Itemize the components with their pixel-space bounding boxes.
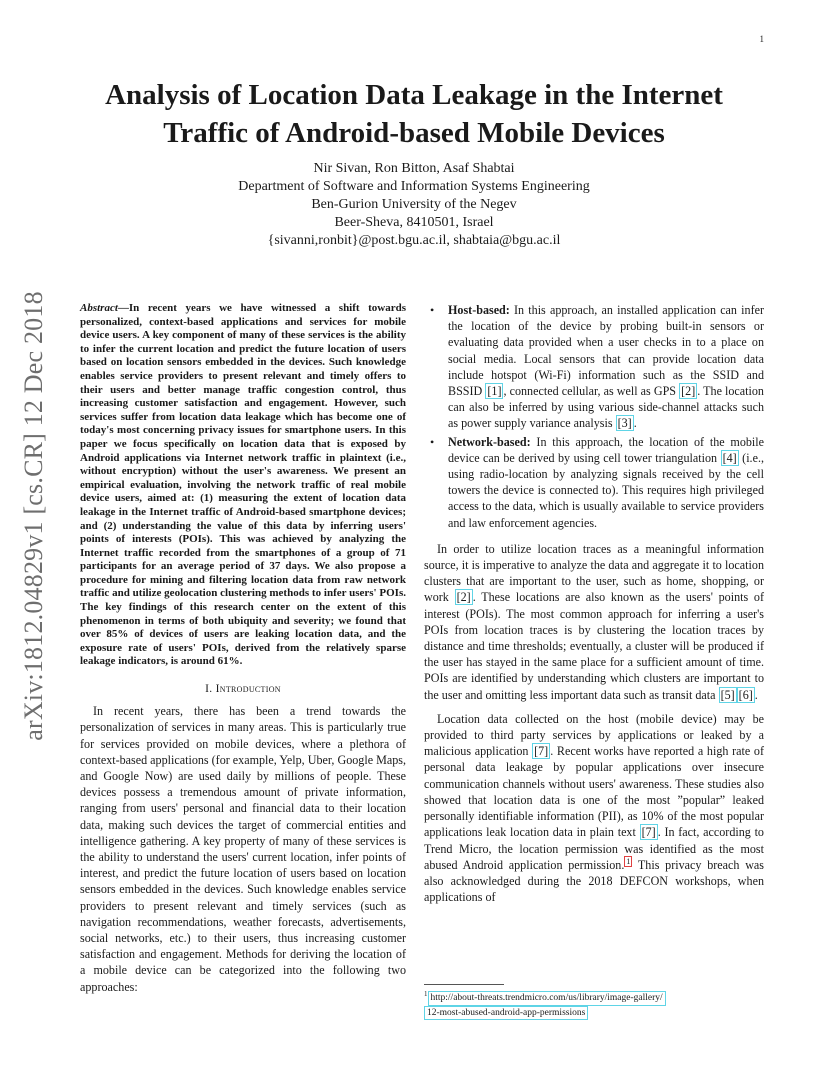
list-item-text: . <box>633 416 637 431</box>
author-city: Beer-Sheva, 8410501, Israel <box>334 215 494 230</box>
list-item-label: Network-based: <box>448 434 531 449</box>
poi-paragraph <box>424 541 764 703</box>
section-heading-introduction <box>80 681 406 697</box>
footnote-marker-link[interactable]: 1 <box>626 856 631 866</box>
abstract-text: —In recent years we have witnessed a shift towards personalized, context-based applications and services for mobile device users. A key component of many of these services is the ability to infer the current location and predict the future location of users based on location sensors embedded in the devices. Such knowledge enables service providers to present relevant and timely offers to their users and better manage traffic congestion control, thus increasing customer satisfaction and engagement. However, such services suffer from location data leakage which has become one of today's most concerning privacy issues for smartphone users. In this paper we focus specifically on location data that is exposed by Android applications via Internet network traffic in plaintext (i.e., without encryption) without the user's awareness. We present an empirical evaluation, involving the network traffic of real mobile device users, aimed at: (1) measuring the extent of location data leakage in the Internet traffic of Android-based smartphone devices; and (2) understanding the value of this data by inferring users' points of interests (POIs). This was achieved by analyzing the Internet traffic recorded from the smartphones of a group of 71 participants for an average period of 37 days. We also propose a procedure for mining and filtering location data from raw network traffic and utilize geolocation clustering methods to infer users' POIs. The key findings of this research center on the extent of this phenomenon in terms of both ubiquity and severity; we found that over 85% of devices of users are leaking location data, and the exposure rate of users' POIs, derived from the relatively sparse leakage indicators, is around 61%. <box>80 302 406 668</box>
author-university: Ben-Gurion University of the Negev <box>311 197 517 212</box>
citation-link[interactable]: [7] <box>534 744 549 759</box>
arxiv-identifier-text: arXiv:1812.04829v1 [cs.CR] 12 Dec 2018 <box>19 291 49 741</box>
abstract <box>80 302 406 669</box>
footnote-divider <box>424 984 504 985</box>
list-item-label: Host-based: <box>448 303 510 317</box>
section-number: I. <box>205 683 216 696</box>
citation-link[interactable]: [2] <box>681 384 696 399</box>
citation-link[interactable]: [5] <box>720 687 735 702</box>
footnote-url-part: http://about-threats.trendmicro.com/us/library/image-gallery/ <box>430 993 663 1004</box>
bullet-icon: • <box>430 303 435 317</box>
footnote <box>424 988 764 1020</box>
paragraph-text: . These locations are also known as the users' points of interest (POIs). The most common approach for inferring a user's POIs from location traces is by clustering the location traces by distance and time thresholds; eventually, a cluster will be produced if the user has stayed in the same place for a sufficient amount of time. POIs are identified by understanding which clusters are important to the user and omitting less important data such as transit data <box>424 590 764 702</box>
citation-link[interactable]: [3] <box>617 416 632 431</box>
list-item-text: (i.e., using radio-location by analyzing signals received by the cell towers the device is connected to). This requires high privileged access to the data, which is usually available to service providers and law enforcement agencies. <box>448 450 764 530</box>
paragraph-text: . Recent works have reported a high rate of personal data leakage by popular applications over insecure communication channels without users' awareness. These studies also showed that location data is one of the most ”popular” leaked personally identifiable information (PII), as 10% of the most popular applications leak location data in plain text <box>424 744 764 840</box>
paragraph-text: . In fact, according to Trend Micro, the location permission was identified as the most abused Android application permission. <box>424 825 764 872</box>
author-block <box>100 160 728 250</box>
paragraph-text: . <box>754 687 758 702</box>
list-item-text: , connected cellular, as well as GPS <box>503 384 680 399</box>
paragraph-text: This privacy breach was also acknowledged during the 2018 DEFCON workshops, when applications of <box>424 857 765 905</box>
footnote-number: 1 <box>424 990 428 998</box>
intro-paragraph: In recent years, there has been a trend towards the personalization of services in many areas. This is particularly true for services provided on mobile devices, where a plethora of context-based applications (for example, Yelp, Uber, Google Maps, and Google Now) are used daily by millions of people. These devices possess a tremendous amount of private information, ranging from users' personal and financial data to their location data, making such devices the target of commercial entities and intelligence gathering. A key property of many of these services is the ability to understand the users' current location, infer points of interest, and predict the future location of users based on location sensors embedded in the devices. Such knowledge enables service providers to present relevant and timely services (such as navigation recommendations, weather forecasts, advertisements, social networks, etc.) to their users, thus increasing customer satisfaction and engagement. Methods for deriving the location of a mobile device can be categorized into the following two approaches: <box>80 704 406 994</box>
approach-list <box>424 302 764 531</box>
page-number: 1 <box>759 34 764 44</box>
arxiv-identifier-stamp <box>20 281 48 751</box>
paper-title: Analysis of Location Data Leakage in the Internet Traffic of Android-based Mobile Devices <box>105 79 723 149</box>
bullet-icon: • <box>430 434 435 449</box>
list-item-network-based <box>424 434 764 531</box>
citation-link[interactable]: [6] <box>738 687 753 702</box>
author-department: Department of Software and Information Systems Engineering <box>238 179 590 194</box>
citation-link[interactable]: [4] <box>722 450 737 465</box>
abstract-label: Abstract <box>80 302 118 314</box>
footnote-url-link-continued[interactable] <box>424 1006 588 1021</box>
list-item-text: In this approach, an installed application can infer the location of the device by probing built-in sensors or evaluating data provided when a user checks in to a place on social media. Local sensors that can provide location data include hotspot (Wi-Fi) information such as the SSID and BSSID <box>448 303 764 399</box>
footnote-url-link[interactable] <box>428 991 666 1006</box>
leakage-paragraph <box>424 711 764 905</box>
author-emails: {sivanni,ronbit}@post.bgu.ac.il, shabtaia@bgu.ac.il <box>267 233 561 248</box>
right-column <box>424 302 764 909</box>
citation-link[interactable]: [2] <box>456 590 471 605</box>
list-item-text: . The location can also be inferred by using various side-channel attacks such as power supply variance analysis <box>448 384 764 431</box>
list-item-text: In this approach, the location of the mobile device can be derived by using cell tower triangulation <box>448 434 764 465</box>
citation-link[interactable]: [7] <box>641 825 656 840</box>
footnote-url-part: 12-most-abused-android-app-permissions <box>427 1007 586 1018</box>
paragraph-text: In order to utilize location traces as a meaningful information source, it is imperative to analyze the data and aggregate it to location clusters that are important to the user, such as home, shopping, or work <box>424 541 764 605</box>
author-names: Nir Sivan, Ron Bitton, Asaf Shabtai <box>313 161 515 176</box>
left-column <box>80 302 406 999</box>
citation-link[interactable]: [1] <box>487 384 502 399</box>
list-item-host-based <box>424 302 764 432</box>
section-title: Introduction <box>215 683 281 696</box>
paragraph-text: Location data collected on the host (mobile device) may be provided to third party services by applications or leaked by a malicious application <box>424 711 764 759</box>
